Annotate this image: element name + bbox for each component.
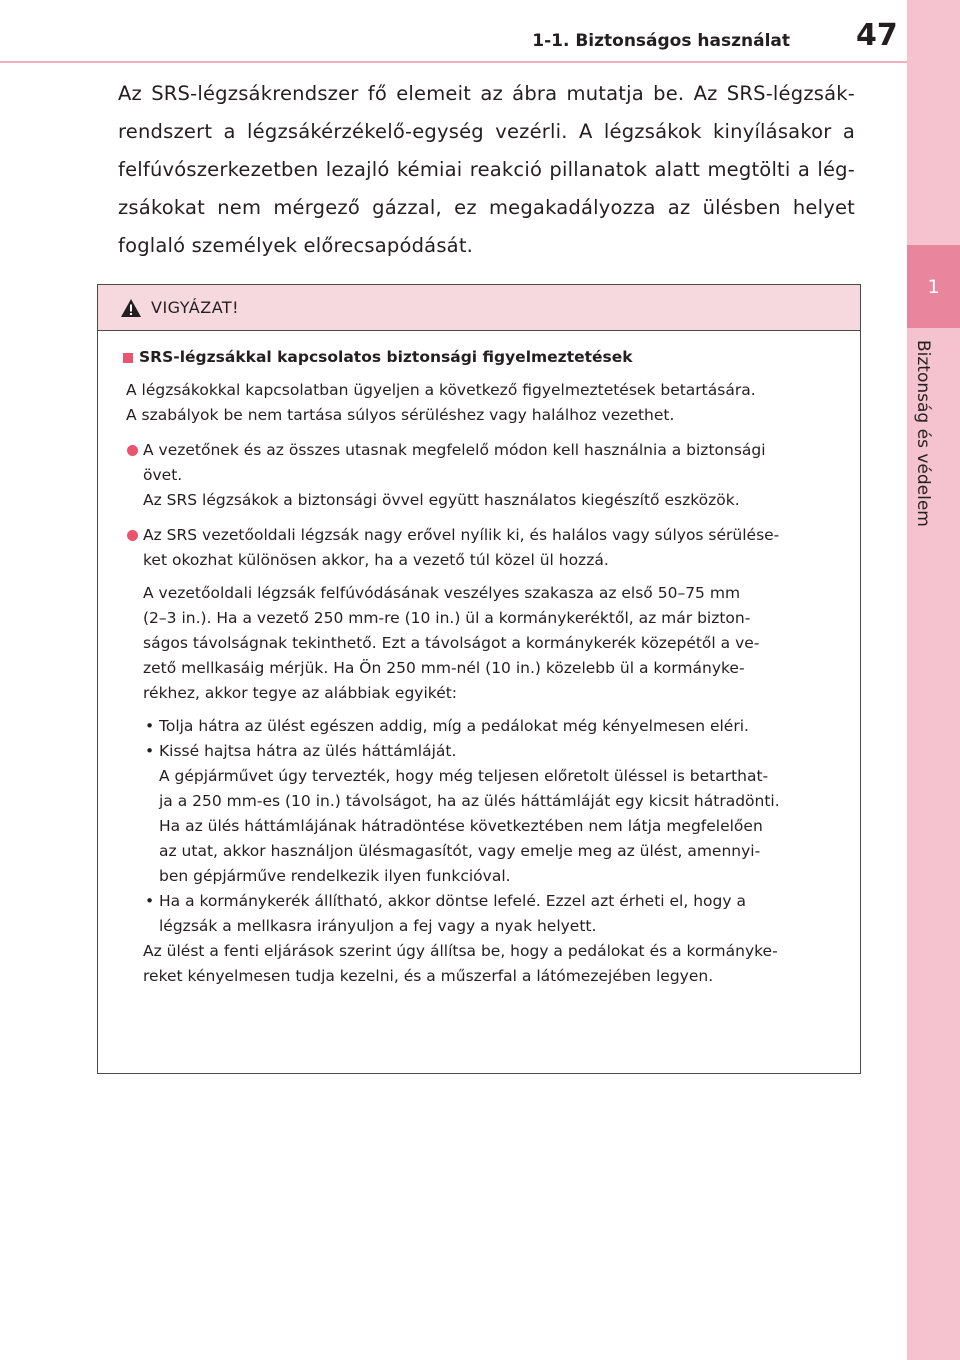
dot-bullet-icon: • (145, 892, 155, 910)
sub-item-seat (143, 714, 850, 739)
warning-body (98, 331, 860, 989)
text-line: Az ülést a fenti eljárások szerint úgy állítsa be, hogy a pedálokat és a kormányke- (143, 942, 778, 960)
text-line: (2–3 in.). Ha a vezető 250 mm-re (10 in.) ül a kormánykeréktől, az már bizton- (143, 609, 751, 627)
warning-triangle-icon (120, 298, 142, 318)
text-line: az utat, akkor használjon ülésmagasítót, vagy emelje meg az ülést, amennyi- (159, 842, 761, 860)
sub-item-steering (143, 889, 850, 939)
text-line: A vezetőoldali légzsák felfúvódásának veszélyes szakasza az első 50–75 mm (143, 584, 741, 602)
warning-title: VIGYÁZAT! (151, 298, 240, 317)
text-line: Az SRS vezetőoldali légzsák nagy erővel nyílik ki, és halálos vagy súlyos sérülése- (143, 526, 780, 544)
warning-header (98, 285, 860, 331)
text-line: övet. (143, 466, 183, 484)
text-line: Ha az ülés háttámlájának hátradöntése következtében nem látja megfelelően (159, 817, 763, 835)
section-title: 1-1. Biztonságos használat (532, 31, 790, 51)
intro-paragraph (118, 75, 855, 265)
text-line: rékhez, akkor tegye az alábbiak egyikét: (143, 684, 458, 702)
text-line: légzsák a mellkasra irányuljon a fej vagy a nyak helyett. (159, 917, 597, 935)
sub-list (143, 714, 850, 939)
text-line: reket kényelmesen tudja kezelni, és a műszerfal a látómezejében legyen. (143, 967, 714, 985)
text-line: Az SRS légzsákok a biztonsági övvel együtt használatos kiegészítő eszközök. (143, 491, 740, 509)
intro-line: Az SRS-légzsákrendszer fő elemeit az ábra mutatja be. Az SRS-légzsák- (118, 82, 855, 105)
circle-bullet-icon (127, 445, 138, 456)
text-line: ságos távolságnak tekinthető. Ezt a távolságot a kormánykerék közepétől a ve- (143, 634, 760, 652)
warning-box (97, 284, 861, 1074)
sub-item-backrest (143, 739, 850, 889)
distance-paragraph (143, 581, 850, 706)
text-line: A szabályok be nem tartása súlyos sérüléshez vagy halálhoz vezethet. (126, 406, 675, 424)
intro-line: zsákokat nem mérgező gázzal, ez megakadályozza az ülésben helyet (118, 196, 855, 219)
text-line: A gépjárművet úgy tervezték, hogy még teljesen előretolt üléssel is betarthat- (159, 767, 769, 785)
chapter-number-tab[interactable] (907, 245, 960, 328)
chapter-side-tab (907, 0, 960, 1360)
text-line: A légzsákokkal kapcsolatban ügyeljen a következő figyelmeztetések betartására. (126, 381, 756, 399)
circle-bullet-icon (127, 530, 138, 541)
square-bullet-icon (123, 353, 133, 363)
text-line: Tolja hátra az ülést egészen addig, míg a pedálokat még kényelmesen eléri. (159, 717, 749, 735)
intro-line: felfúvószerkezetben lezajló kémiai reakció pillanatok alatt megtölti a lég- (118, 158, 855, 181)
text-line: A vezetőnek és az összes utasnak megfelelő módon kell használnia a biztonsági (143, 441, 766, 459)
bullet-seatbelt (123, 438, 850, 513)
text-line: Ha a kormánykerék állítható, akkor döntse lefelé. Ezzel azt érheti el, hogy a (159, 892, 746, 910)
warning-subheading-text: SRS-légzsákkal kapcsolatos biztonsági figyelmeztetések (139, 348, 633, 366)
warning-subheading (123, 345, 850, 370)
text-line: ket okozhat különösen akkor, ha a vezető túl közel ül hozzá. (143, 551, 609, 569)
chapter-number: 1 (927, 275, 940, 298)
text-line: zető mellkasáig mérjük. Ha Ön 250 mm-nél (10 in.) közelebb ül a kormányke- (143, 659, 745, 677)
header-divider (0, 61, 907, 63)
text-line: Kissé hajtsa hátra az ülés háttámláját. (159, 742, 457, 760)
text-line: ben gépjárműve rendelkezik ilyen funkcióval. (159, 867, 511, 885)
warning-intro (123, 378, 850, 428)
chapter-title-vertical: Biztonság és védelem (913, 340, 933, 527)
bullet-driver-airbag (123, 523, 850, 989)
text-line: ja a 250 mm-es (10 in.) távolságot, ha az ülés háttámláját egy kicsit hátradönti. (159, 792, 780, 810)
dot-bullet-icon: • (145, 742, 155, 760)
closing-paragraph (143, 939, 850, 989)
intro-line: foglaló személyek előrecsapódását. (118, 234, 474, 257)
dot-bullet-icon: • (145, 717, 155, 735)
intro-line: rendszert a légzsákérzékelő-egység vezérli. A légzsákok kinyílásakor a (118, 120, 855, 143)
page-number: 47 (856, 18, 898, 53)
